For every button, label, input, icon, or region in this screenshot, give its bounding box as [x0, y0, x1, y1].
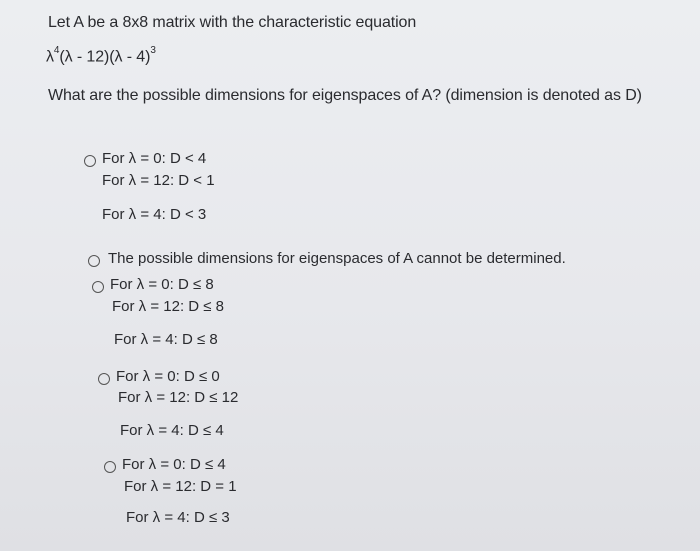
- option-line: For λ = 4: D ≤ 4: [120, 422, 224, 439]
- option-line: For λ = 12: D ≤ 12: [118, 389, 239, 406]
- option-line: For λ = 12: D ≤ 8: [112, 298, 225, 315]
- option-line: For λ = 0: D ≤ 0: [116, 368, 220, 385]
- option-line: For λ = 0: D ≤ 4: [122, 456, 226, 473]
- option-line: For λ = 0: D ≤ 8: [110, 276, 214, 293]
- radio-button-icon[interactable]: [88, 255, 100, 267]
- option-line: The possible dimensions for eigenspaces of A cannot be determined.: [108, 250, 566, 267]
- option-line: For λ = 12: D < 1: [102, 172, 215, 189]
- radio-button-icon[interactable]: [92, 281, 104, 293]
- equation-lambda: λ: [46, 48, 54, 66]
- radio-button-icon[interactable]: [84, 155, 96, 167]
- equation-exponent: 4: [53, 45, 60, 56]
- equation-exponent-2: 3: [150, 45, 156, 56]
- option-line: For λ = 4: D ≤ 3: [126, 509, 230, 526]
- option-line: For λ = 12: D = 1: [124, 478, 237, 495]
- equation-factors: (λ - 12)(λ - 4): [59, 48, 151, 66]
- answer-option-1[interactable]: [84, 150, 284, 230]
- question-title: Let A be a 8x8 matrix with the characteristic equation: [48, 14, 417, 31]
- radio-button-icon[interactable]: [104, 461, 116, 473]
- answer-option-2[interactable]: [88, 250, 608, 274]
- answer-option-3[interactable]: [92, 276, 292, 356]
- answer-option-5[interactable]: [104, 456, 304, 536]
- question-prompt: What are the possible dimensions for eigenspaces of A? (dimension is denoted as D): [48, 87, 642, 104]
- option-line: For λ = 0: D < 4: [102, 150, 207, 167]
- answer-option-4[interactable]: [98, 368, 298, 448]
- radio-button-icon[interactable]: [98, 373, 110, 385]
- characteristic-equation: [46, 47, 156, 66]
- option-line: For λ = 4: D ≤ 8: [114, 331, 218, 348]
- option-line: For λ = 4: D < 3: [102, 206, 207, 223]
